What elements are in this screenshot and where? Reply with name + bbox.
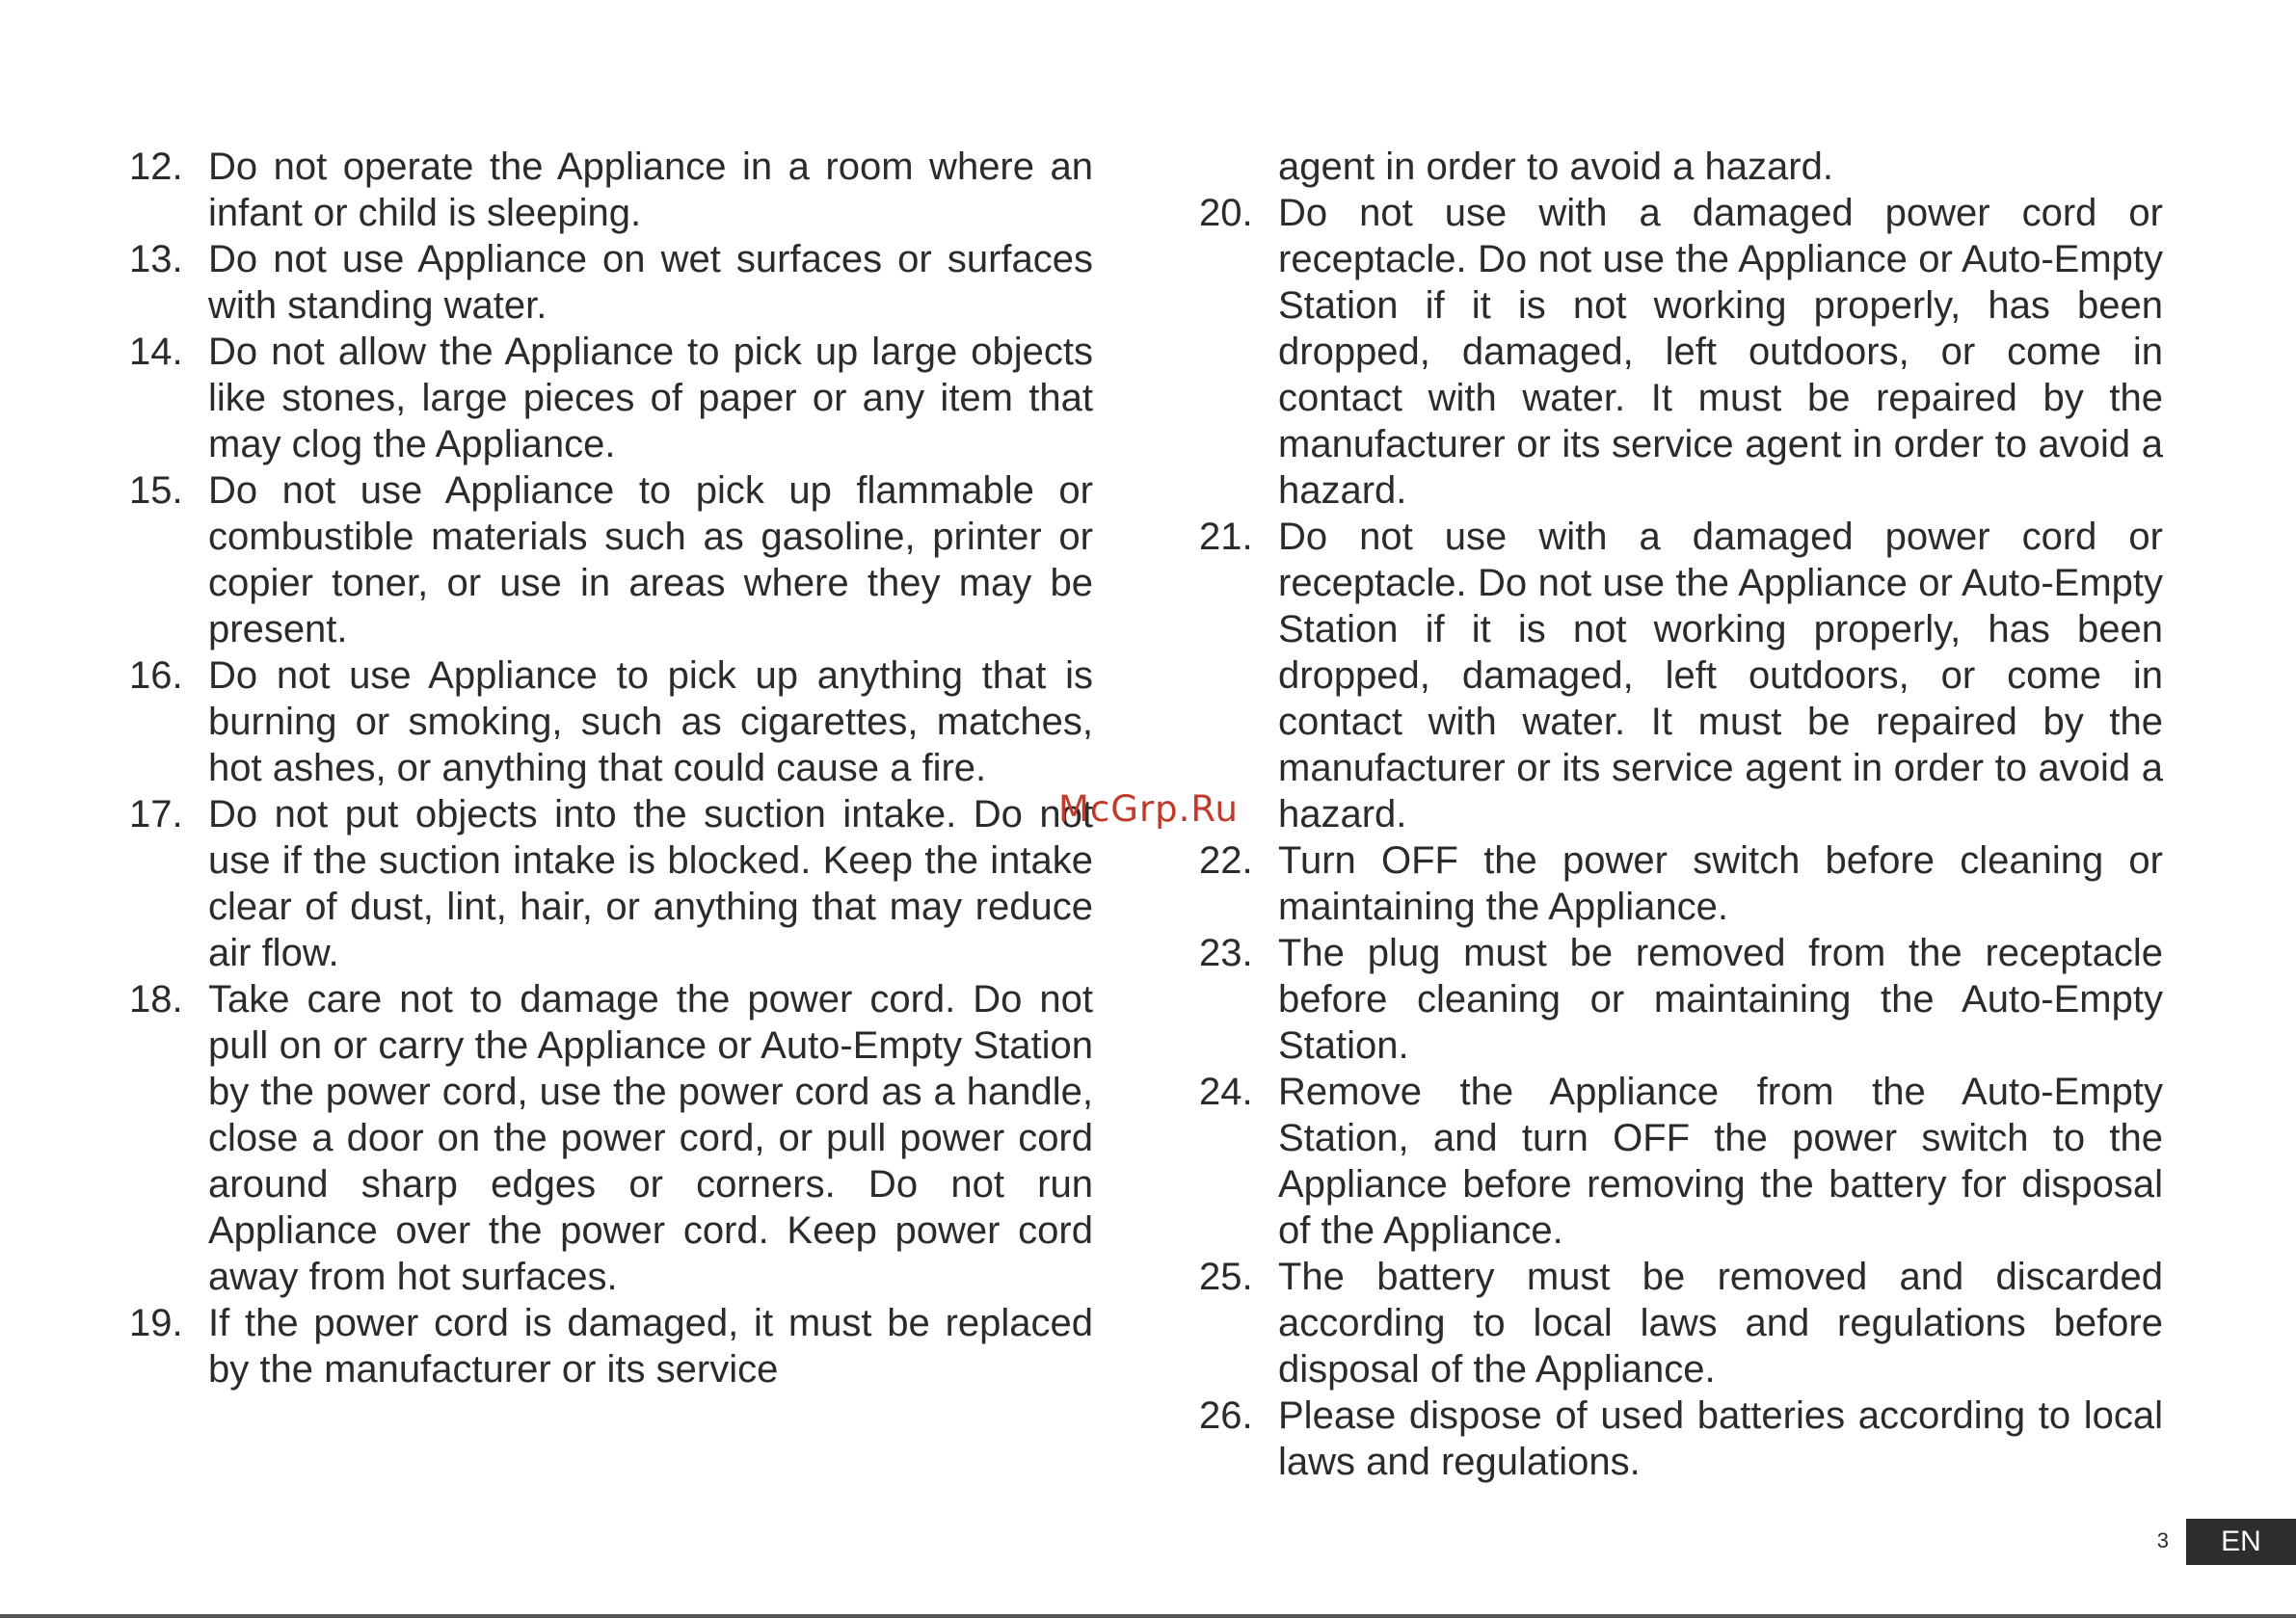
item-text: Please dispose of used batteries according to local laws and regulations. [1278,1394,2163,1483]
watermark: McGrp.Ru [1058,788,1239,830]
bottom-divider [0,1614,2296,1618]
item-text: Remove the Appliance from the Auto-Empty Station, and turn OFF the power switch to the Appliance before removing the battery for disposal of the Appliance. [1278,1071,2163,1252]
item-text: Do not allow the Appliance to pick up large objects like stones, large pieces of paper or any item that may clog the Appliance. [208,331,1093,465]
list-item [1199,930,2163,1069]
item-number: 19. [129,1302,183,1344]
item-text: The battery must be removed and discarded according to local laws and regulations before disposal of the Appliance. [1278,1256,2163,1391]
item-number: 22. [1199,839,1253,882]
item-text: agent in order to avoid a hazard. [1278,146,1833,188]
item-number: 20. [1199,192,1253,234]
item-text: Do not use Appliance to pick up anything that is burning or smoking, such as cigarettes, matches, hot ashes, or anything that could cause a fire. [208,654,1093,789]
item-text: Do not use Appliance to pick up flammable or combustible materials such as gasoline, printer or copier toner, or use in areas where they may be present. [208,469,1093,650]
item-text: Do not use Appliance on wet surfaces or surfaces with standing water. [208,238,1093,327]
item-number: 12. [129,146,183,188]
item-text: Take care not to damage the power cord. Do not pull on or carry the Appliance or Auto-Empty Station by the power cord, use the power cord as a handle, close a door on the power cord, or pull power cord around sharp edges or corners. Do not run Appliance over the power cord. Keep power cord away from hot surfaces. [208,978,1093,1298]
item-number: 18. [129,978,183,1021]
item-text: Do not put objects into the suction intake. Do not use if the suction intake is blocked. Keep the intake clear of dust, lint, hair, or anything that may reduce air flow. [208,793,1093,974]
right-column [1199,144,2163,1485]
item-number: 16. [129,654,183,697]
item-text: Turn OFF the power switch before cleaning or maintaining the Appliance. [1278,839,2163,928]
item-number: 17. [129,793,183,836]
list-item [129,791,1093,976]
list-item [1199,1393,2163,1485]
list-item-continuation [1199,144,2163,190]
item-number: 13. [129,238,183,280]
list-item [129,976,1093,1300]
item-number: 24. [1199,1071,1253,1113]
list-item [1199,190,2163,514]
item-number: 25. [1199,1256,1253,1298]
item-text: Do not use with a damaged power cord or receptacle. Do not use the Appliance or Auto-Empty Station if it is not working properly, has been dropped, damaged, left outdoors, or come in contact with water. It must be repaired by the manufacturer or its service agent in order to avoid a hazard. [1278,192,2163,512]
language-badge: EN [2186,1519,2296,1565]
list-item [129,236,1093,329]
item-number: 21. [1199,516,1253,558]
list-item [1199,514,2163,837]
list-item [1199,1069,2163,1254]
list-item [129,144,1093,236]
item-text: The plug must be removed from the receptacle before cleaning or maintaining the Auto-Empty Station. [1278,932,2163,1067]
item-text: If the power cord is damaged, it must be replaced by the manufacturer or its service [208,1302,1093,1391]
item-number: 14. [129,331,183,373]
item-text: Do not operate the Appliance in a room where an infant or child is sleeping. [208,146,1093,234]
list-item [129,467,1093,652]
list-item [129,329,1093,467]
page-number: 3 [2156,1528,2169,1552]
list-item [1199,837,2163,930]
item-number: 15. [129,469,183,512]
item-number: 23. [1199,932,1253,974]
list-item [1199,1254,2163,1393]
item-number: 26. [1199,1394,1253,1437]
list-item [129,1300,1093,1393]
list-item [129,652,1093,791]
left-column [129,144,1093,1393]
item-text: Do not use with a damaged power cord or receptacle. Do not use the Appliance or Auto-Empty Station if it is not working properly, has been dropped, damaged, left outdoors, or come in contact with water. It must be repaired by the manufacturer or its service agent in order to avoid a hazard. [1278,516,2163,836]
